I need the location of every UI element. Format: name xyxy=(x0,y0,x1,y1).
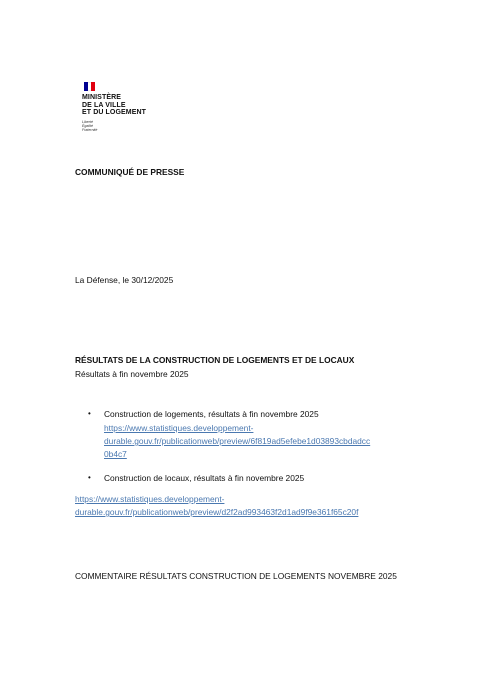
ministry-logo xyxy=(82,82,172,132)
bullet-icon: • xyxy=(88,473,91,482)
link-line[interactable]: https://www.statistiques.developpement- xyxy=(75,494,225,504)
section-title: RÉSULTATS DE LA CONSTRUCTION DE LOGEMENTS ET DE LOCAUX xyxy=(75,355,355,365)
link-line[interactable]: durable.gouv.fr/publicationweb/preview/6f819ad5efebe1d03893cbdadcc xyxy=(104,436,371,446)
french-flag-icon xyxy=(84,82,95,91)
list-item-label: Construction de locaux, résultats à fin novembre 2025 xyxy=(104,473,305,483)
list-item-label: Construction de logements, résultats à fin novembre 2025 xyxy=(104,409,319,419)
republic-motto xyxy=(82,120,172,133)
comment-heading: COMMENTAIRE RÉSULTATS CONSTRUCTION DE LOGEMENTS NOVEMBRE 2025 xyxy=(75,571,397,581)
link-line[interactable]: https://www.statistiques.developpement- xyxy=(104,423,254,433)
bullet-icon: • xyxy=(88,409,91,418)
motto-fraternite: Fraternité xyxy=(82,127,98,132)
section-subtitle: Résultats à fin novembre 2025 xyxy=(75,369,189,379)
logo-line-3: ET DU LOGEMENT xyxy=(82,109,147,116)
motto-liberte: Liberté xyxy=(82,119,93,124)
link-line[interactable]: durable.gouv.fr/publicationweb/preview/d2f2ad993463f2d1ad9f9e361f65c20f xyxy=(75,507,359,517)
dateline: La Défense, le 30/12/2025 xyxy=(75,275,174,285)
link-line[interactable]: 0b4c7 xyxy=(104,449,127,459)
press-release-heading: COMMUNIQUÉ DE PRESSE xyxy=(75,167,185,177)
link-logements[interactable] xyxy=(104,422,384,461)
motto-egalite: Égalité xyxy=(82,123,93,128)
link-locaux[interactable] xyxy=(75,493,425,519)
logo-line-1: MINISTÈRE xyxy=(82,94,122,101)
logo-line-2: DE LA VILLE xyxy=(82,101,126,109)
